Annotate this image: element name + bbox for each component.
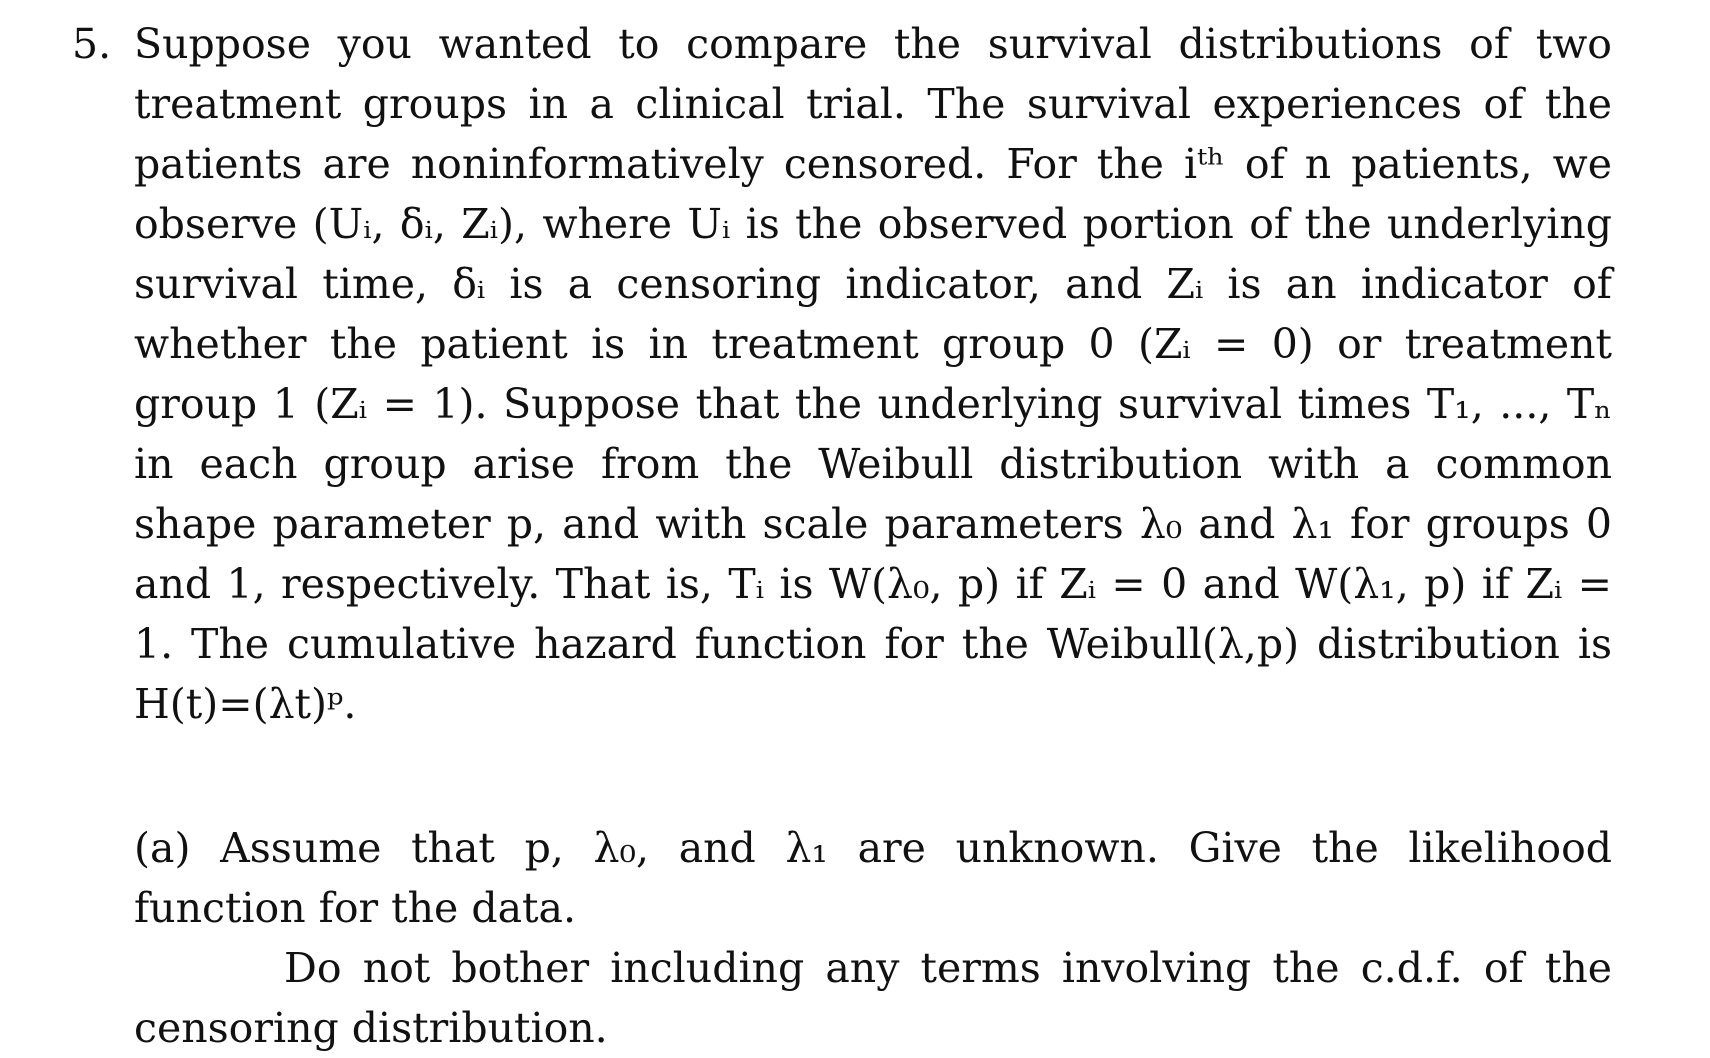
part-a: (a) Assume that p, λ₀, and λ₁ are unknown. Give the likelihood function for the data. [134,824,1612,932]
spacer [72,734,1612,818]
problem-number: 5. [72,20,112,68]
problem-stem-row [72,14,1612,734]
part-a-note: Do not bother including any terms involving the c.d.f. of the censoring distribution. [134,944,1612,1052]
problem-stem: Suppose you wanted to compare the survival distributions of two treatment groups in a clinical trial. The survival experiences of the patients are noninformatively censored. For the iᵗʰ of n patients, we observe (Uᵢ, δᵢ, Zᵢ), where Uᵢ is the observed portion of the underlying survival time, δᵢ is a censoring indicator, and Zᵢ is an indicator of whether the patient is in treatment group 0 (Zᵢ = 0) or treatment group 1 (Zᵢ = 1). Suppose that the underlying survival times T₁, ..., Tₙ in each group arise from the Weibull distribution with a common shape parameter p, and with scale parameters λ₀ and λ₁ for groups 0 and 1, respectively. That is, Tᵢ is W(λ₀, p) if Zᵢ = 0 and W(λ₁, p) if Zᵢ = 1. The cumulative hazard function for the Weibull(λ,p) distribution is H(t)=(λt)ᵖ. [134,20,1612,728]
problem-5 [72,14,1612,1058]
